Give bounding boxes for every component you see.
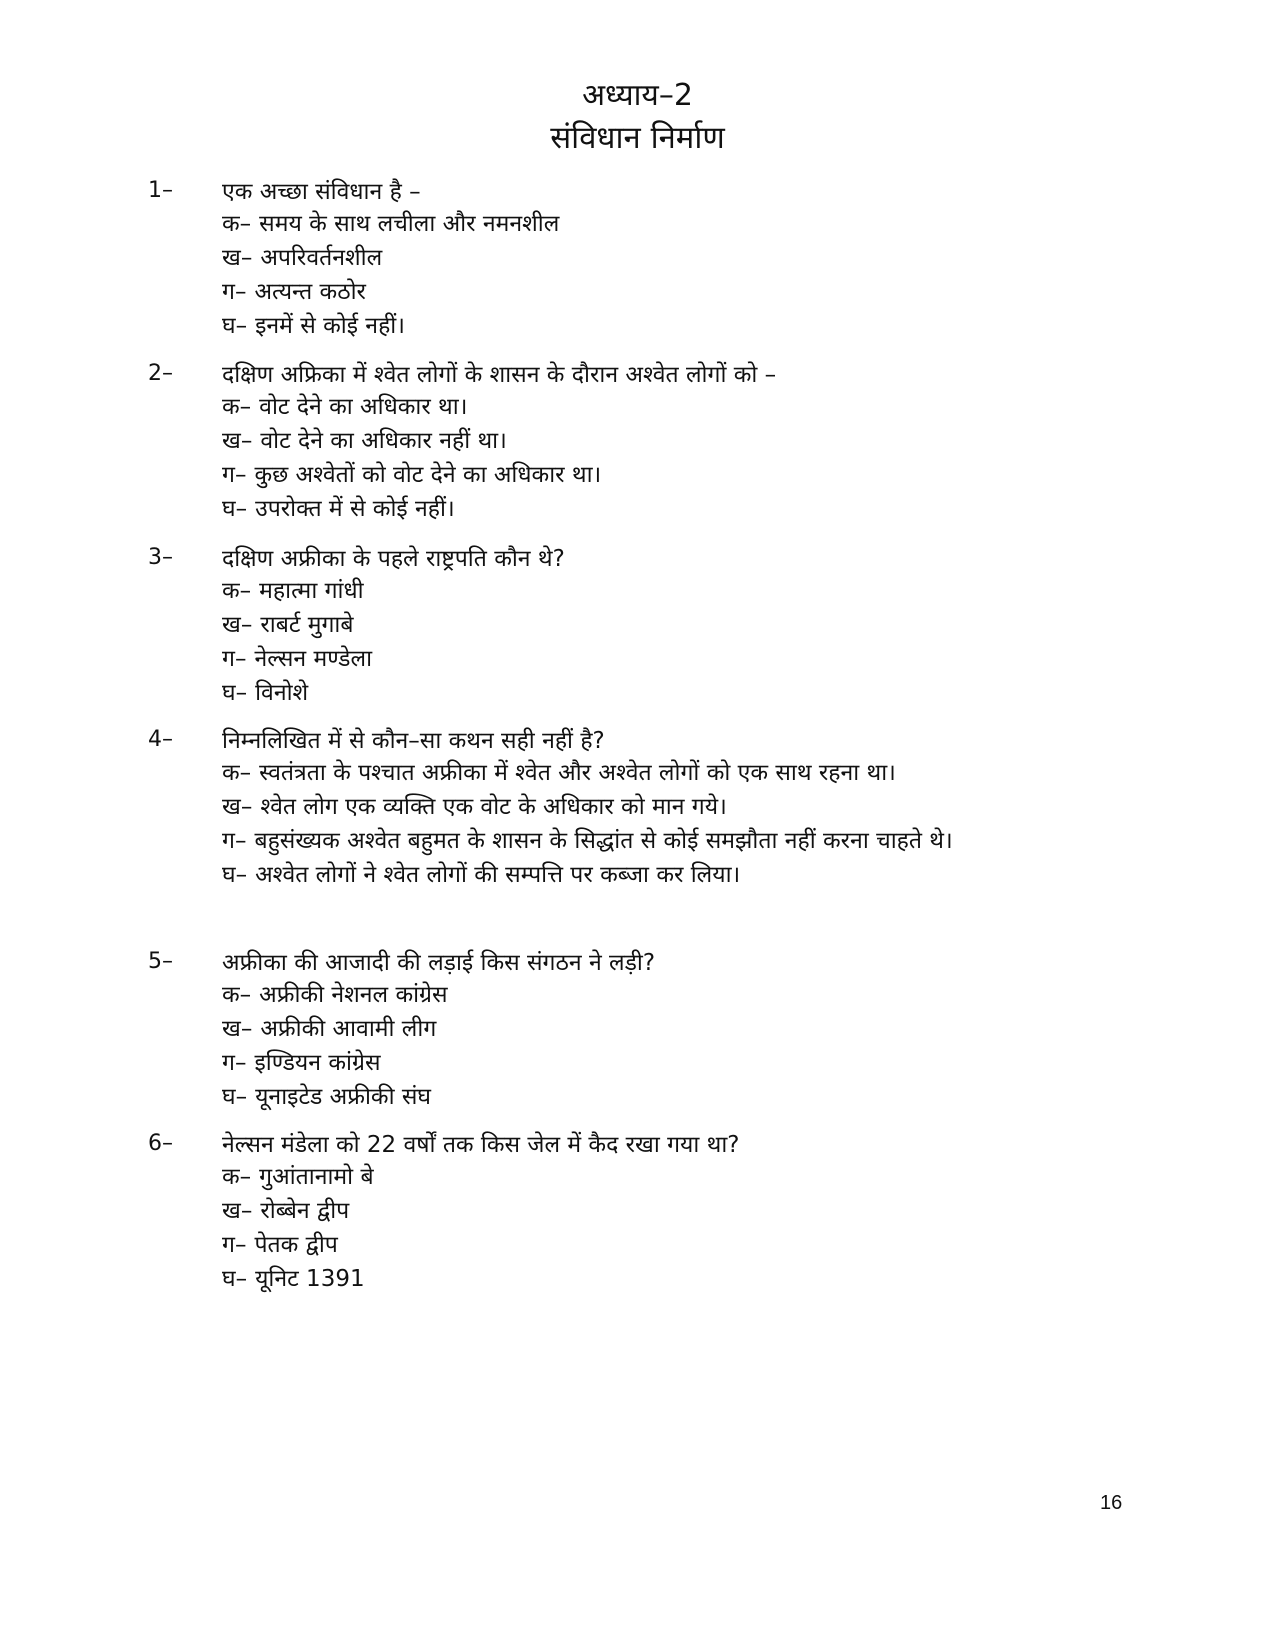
page-number: 16 — [1100, 1492, 1123, 1514]
question-text: निम्नलिखित में से कौन–सा कथन सही नहीं है? — [222, 728, 605, 754]
option-ka — [222, 978, 1108, 1012]
option-letter: ग– — [222, 462, 247, 488]
option-gha — [222, 1080, 1108, 1114]
option-text: अपरिवर्तनशील — [260, 245, 383, 271]
question-1 — [148, 173, 1108, 343]
option-ga — [222, 458, 1108, 492]
option-letter: घ– — [222, 862, 248, 888]
option-gha — [222, 858, 1108, 892]
option-text: अश्वेत लोगों ने श्वेत लोगों की सम्पत्ति पर कब्जा कर लिया। — [255, 862, 741, 888]
option-letter: ख– — [222, 428, 253, 454]
option-letter: घ– — [222, 1266, 248, 1292]
question-number: 6– — [148, 1130, 173, 1156]
question-text: नेल्सन मंडेला को 22 वर्षों तक किस जेल में कैद रखा गया था? — [222, 1132, 740, 1158]
option-text: अफ्रीकी आवामी लीग — [260, 1016, 437, 1042]
question-number: 3– — [148, 544, 173, 570]
option-text: रोब्बेन द्वीप — [260, 1198, 350, 1224]
option-text: इनमें से कोई नहीं। — [255, 313, 405, 339]
option-ga — [222, 642, 1108, 676]
option-letter: ख– — [222, 245, 253, 271]
option-text: नेल्सन मण्डेला — [254, 646, 373, 672]
option-text: अफ्रीकी नेशनल कांग्रेस — [259, 982, 448, 1008]
option-gha — [222, 492, 1108, 526]
option-text: उपरोक्त में से कोई नहीं। — [255, 496, 455, 522]
option-gha — [222, 1262, 1108, 1296]
question-number: 5– — [148, 948, 173, 974]
page-title: संविधान निर्माण — [550, 120, 725, 156]
option-letter: घ– — [222, 680, 248, 706]
option-kha — [222, 1012, 1108, 1046]
option-list — [222, 1160, 1108, 1296]
question-text: एक अच्छा संविधान है – — [222, 179, 421, 205]
question-number: 1– — [148, 177, 173, 203]
option-ga — [222, 1228, 1108, 1262]
question-6 — [148, 1126, 1108, 1296]
option-letter: ग– — [222, 828, 247, 854]
option-ka — [222, 574, 1108, 608]
option-list — [222, 978, 1108, 1114]
option-text: इण्डियन कांग्रेस — [254, 1050, 381, 1076]
option-text: समय के साथ लचीला और नमनशील — [259, 211, 560, 237]
option-ka — [222, 207, 1108, 241]
option-ga — [222, 275, 1108, 309]
option-letter: क– — [222, 760, 252, 786]
option-text: गुआंतानामो बे — [259, 1164, 374, 1190]
option-text: यूनिट 1391 — [255, 1266, 365, 1292]
question-number: 4– — [148, 726, 173, 752]
option-text: महात्मा गांधी — [259, 578, 364, 604]
option-letter: ख– — [222, 612, 253, 638]
option-letter: ग– — [222, 1050, 247, 1076]
option-letter: ग– — [222, 646, 247, 672]
option-text: पेतक द्वीप — [254, 1232, 338, 1258]
option-gha — [222, 309, 1108, 343]
chapter-heading: अध्याय–2 — [582, 78, 693, 113]
option-letter: ख– — [222, 1198, 253, 1224]
question-5 — [148, 944, 1108, 1114]
option-ga — [222, 1046, 1108, 1080]
question-text: दक्षिण अफ्रीका के पहले राष्ट्रपति कौन थे? — [222, 546, 565, 572]
option-letter: घ– — [222, 1084, 248, 1110]
option-letter: ग– — [222, 1232, 247, 1258]
option-letter: क– — [222, 578, 252, 604]
option-text: यूनाइटेड अफ्रीकी संघ — [255, 1084, 431, 1110]
option-text: स्वतंत्रता के पश्चात अफ्रीका में श्वेत और अश्वेत लोगों को एक साथ रहना था। — [259, 760, 896, 786]
question-text: अफ्रीका की आजादी की लड़ाई किस संगठन ने लड़ी? — [222, 950, 656, 976]
question-3 — [148, 540, 1108, 710]
option-letter: क– — [222, 394, 252, 420]
option-letter: ख– — [222, 1016, 253, 1042]
option-gha — [222, 676, 1108, 710]
option-letter: क– — [222, 982, 252, 1008]
question-2 — [148, 356, 1108, 526]
question-number: 2– — [148, 360, 173, 386]
option-ka — [222, 390, 1108, 424]
option-letter: ख– — [222, 794, 253, 820]
option-kha — [222, 241, 1108, 275]
option-letter: क– — [222, 1164, 252, 1190]
option-kha — [222, 790, 1108, 824]
option-kha — [222, 1194, 1108, 1228]
option-text: राबर्ट मुगाबे — [260, 612, 354, 638]
option-text: विनोशे — [255, 680, 309, 706]
option-letter: ग– — [222, 279, 247, 305]
option-text: वोट देने का अधिकार था। — [259, 394, 468, 420]
option-letter: क– — [222, 211, 252, 237]
option-letter: घ– — [222, 496, 248, 522]
option-text: श्वेत लोग एक व्यक्ति एक वोट के अधिकार को मान गये। — [260, 794, 727, 820]
question-text: दक्षिण अफ्रिका में श्वेत लोगों के शासन के दौरान अश्वेत लोगों को – — [222, 362, 777, 388]
option-text: अत्यन्त कठोर — [254, 279, 366, 305]
option-kha — [222, 608, 1108, 642]
option-ka — [222, 756, 1108, 790]
question-4 — [148, 722, 1108, 892]
option-text: वोट देने का अधिकार नहीं था। — [260, 428, 507, 454]
option-list — [222, 207, 1108, 343]
option-kha — [222, 424, 1108, 458]
option-ka — [222, 1160, 1108, 1194]
option-list — [222, 756, 1108, 892]
option-letter: घ– — [222, 313, 248, 339]
option-text: कुछ अश्वेतों को वोट देने का अधिकार था। — [254, 462, 602, 488]
option-ga — [222, 824, 1108, 858]
option-list — [222, 574, 1108, 710]
option-text: बहुसंख्यक अश्वेत बहुमत के शासन के सिद्धांत से कोई समझौता नहीं करना चाहते थे। — [254, 828, 953, 854]
option-list — [222, 390, 1108, 526]
